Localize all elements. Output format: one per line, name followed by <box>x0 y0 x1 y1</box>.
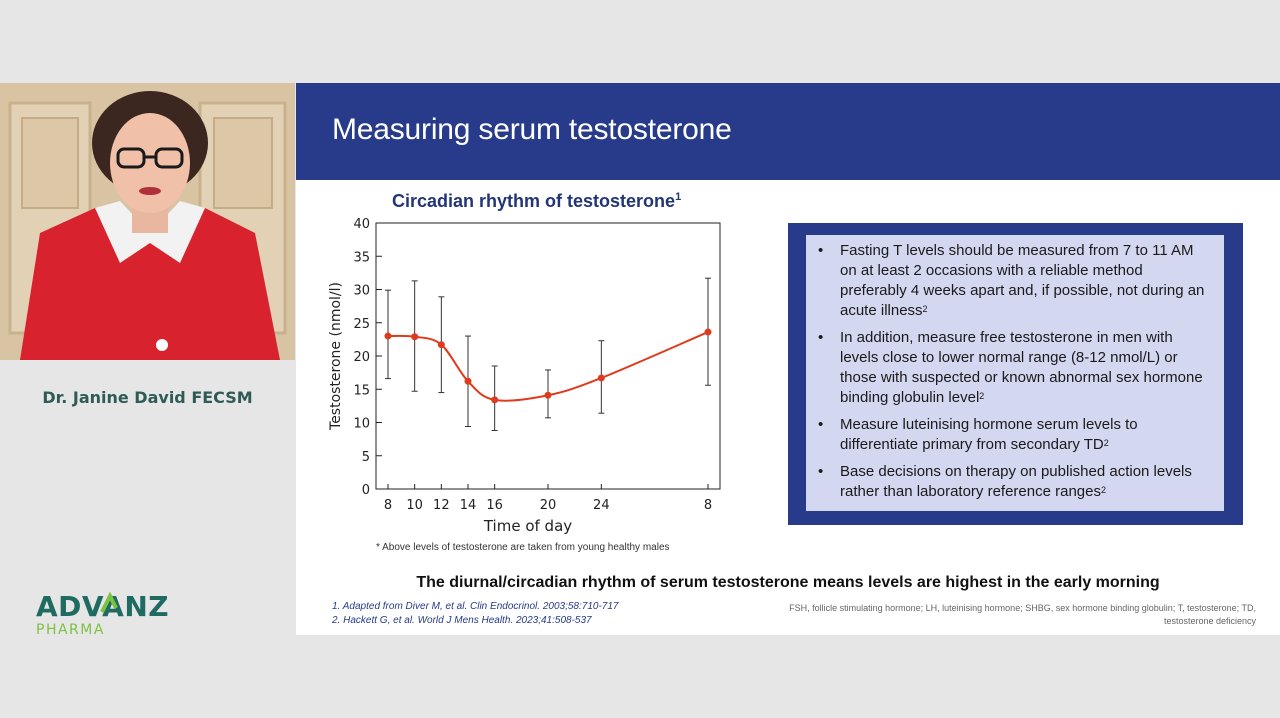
recommendation-ref: 2 <box>1103 438 1109 448</box>
x-tick-label: 24 <box>593 498 610 513</box>
recommendation-text: Fasting T levels should be measured from 7 to 11 AM on at least 2 occasions with a reliable method preferably 4 weeks apart and, if possible, not during an acute illness <box>840 242 1205 319</box>
presenter-image <box>0 83 295 360</box>
x-axis-label: Time of day <box>483 517 573 535</box>
y-tick-label: 25 <box>353 316 370 332</box>
x-tick-label: 14 <box>459 498 477 513</box>
data-point <box>465 378 472 385</box>
data-point <box>438 341 445 348</box>
data-point <box>411 333 418 340</box>
x-tick-label: 12 <box>433 498 450 513</box>
slide <box>296 83 1280 635</box>
y-tick-label: 30 <box>353 283 370 299</box>
presenter-video <box>0 83 295 360</box>
recommendation-text: In addition, measure free testosterone in men with levels close to lower normal range (8-12 nmol/L) or those with suspected or known abnormal sex hormone binding globulin level <box>840 329 1203 406</box>
data-point <box>491 396 498 403</box>
chart-title-ref: 1 <box>675 191 682 203</box>
x-tick-label: 10 <box>406 498 423 513</box>
recommendation-item <box>818 328 1210 408</box>
data-point <box>545 392 552 399</box>
circadian-chart <box>326 211 726 543</box>
references <box>332 600 618 628</box>
reference-item: 2. Hackett G, et al. World J Mens Health. 2023;41:508-537 <box>332 615 592 626</box>
y-tick-label: 20 <box>353 350 370 365</box>
logo-word: ADVANZ <box>36 590 170 623</box>
recommendation-text: Measure luteinising hormone serum levels to differentiate primary from secondary TD <box>840 416 1138 453</box>
bullet-mark: • <box>818 242 824 259</box>
chart-title-text: Circadian rhythm of testosterone <box>392 191 676 211</box>
x-tick-label: 16 <box>486 498 503 513</box>
data-point <box>705 329 712 336</box>
x-tick-label: 20 <box>539 498 557 513</box>
plot-frame <box>376 223 720 489</box>
y-tick-label: 0 <box>361 483 370 498</box>
recommendation-ref: 2 <box>922 304 928 314</box>
abbreviations: FSH, follicle stimulating hormone; LH, luteinising hormone; SHBG, sex hormone binding globulin; T, testosterone; TD, testosterone deficiency <box>789 603 1256 626</box>
recommendations-box <box>806 235 1224 511</box>
bullet-mark: • <box>818 416 824 433</box>
chart-title <box>392 191 681 212</box>
x-tick-label: 8 <box>703 498 713 513</box>
x-axis <box>384 484 712 513</box>
data-point <box>385 333 392 340</box>
y-tick-label: 40 <box>353 217 370 232</box>
recommendation-item <box>818 241 1210 321</box>
logo-sub: PHARMA <box>36 622 105 638</box>
y-axis-label: Testosterone (nmol/l) <box>328 282 344 430</box>
error-bars <box>385 278 711 430</box>
slide-header <box>296 83 1280 180</box>
slide-title: Measuring serum testosterone <box>332 113 732 146</box>
y-axis <box>353 217 382 498</box>
recommendation-ref: 2 <box>979 391 985 401</box>
presenter-name: Dr. Janine David FECSM <box>42 388 253 407</box>
recommendation-text: Base decisions on therapy on published action levels rather than laboratory reference ranges <box>840 463 1192 500</box>
recommendations-list <box>818 241 1210 502</box>
advanz-logo <box>36 588 186 638</box>
y-tick-label: 5 <box>361 449 370 465</box>
bullet-mark: • <box>818 463 824 480</box>
y-tick-label: 35 <box>353 250 370 266</box>
y-tick-label: 10 <box>353 416 370 432</box>
reference-item: 1. Adapted from Diver M, et al. Clin Endocrinol. 2003;58:710-717 <box>332 601 619 612</box>
y-tick-label: 15 <box>353 383 370 399</box>
data-point <box>598 374 605 381</box>
recommendation-item <box>818 415 1210 455</box>
recommendation-ref: 2 <box>1100 485 1106 495</box>
bullet-mark: • <box>818 329 824 346</box>
recommendation-item <box>818 462 1210 502</box>
x-tick-label: 8 <box>383 498 393 513</box>
conclusion-text: The diurnal/circadian rhythm of serum testosterone means levels are highest in the early morning <box>416 574 1160 591</box>
chart-note: * Above levels of testosterone are taken from young healthy males <box>376 542 670 553</box>
